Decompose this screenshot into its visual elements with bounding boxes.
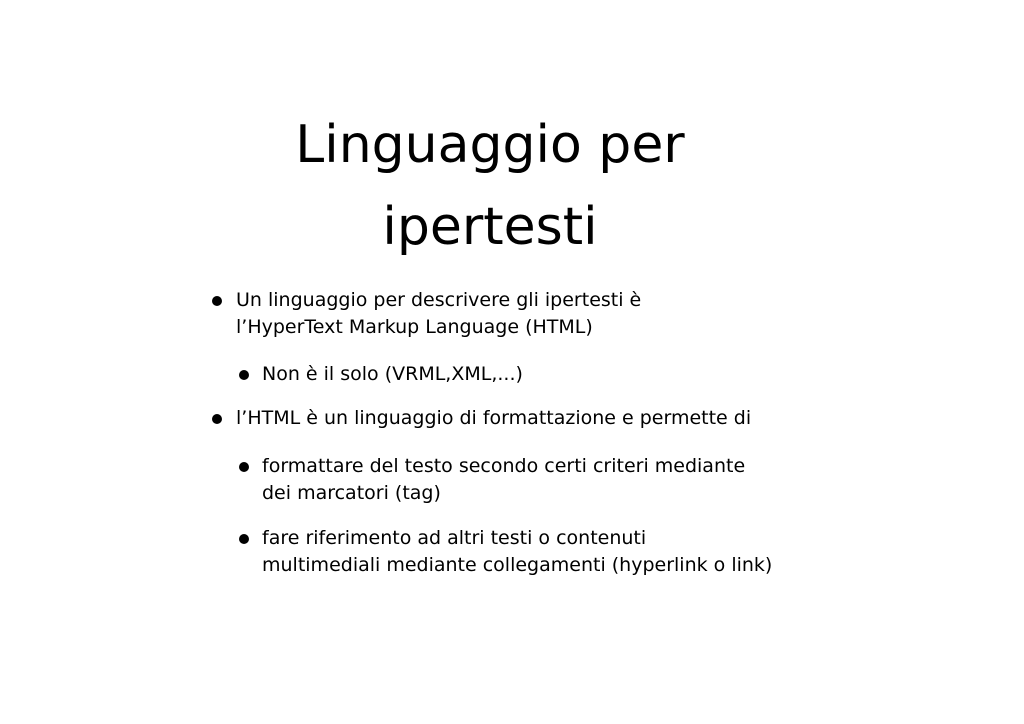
bullet-text-line-1: l’HTML è un linguaggio di formattazione e permette di <box>236 407 752 429</box>
bullet-dot-icon <box>212 296 222 306</box>
bullet-text-line-1: Non è il solo (VRML,XML,...) <box>262 363 523 385</box>
bullet-text-line-2: l’HyperText Markup Language (HTML) <box>236 316 593 338</box>
slide-title-line-1: Linguaggio per <box>295 115 685 175</box>
sub-bullet-item-hyperlinks <box>262 525 862 579</box>
bullet-text-line-1: Un linguaggio per descrivere gli ipertesti è <box>236 289 642 311</box>
sub-bullet-item-format-text <box>262 453 862 507</box>
bullet-dot-icon <box>239 370 249 380</box>
bullet-item-html-formatting <box>236 405 836 432</box>
bullet-dot-icon <box>239 534 249 544</box>
bullet-dot-icon <box>212 414 222 424</box>
bullet-item-html-definition <box>236 287 836 341</box>
bullet-text-line-1: formattare del testo secondo certi criteri mediante <box>262 455 746 477</box>
bullet-text-line-2: multimediali mediante collegamenti (hyperlink o link) <box>262 554 773 576</box>
sub-bullet-item-not-only <box>262 361 862 388</box>
bullet-dot-icon <box>239 462 249 472</box>
slide-title-line-2: ipertesti <box>382 197 598 257</box>
bullet-text-line-2: dei marcatori (tag) <box>262 482 441 504</box>
bullet-text-line-1: fare riferimento ad altri testi o contenuti <box>262 527 647 549</box>
